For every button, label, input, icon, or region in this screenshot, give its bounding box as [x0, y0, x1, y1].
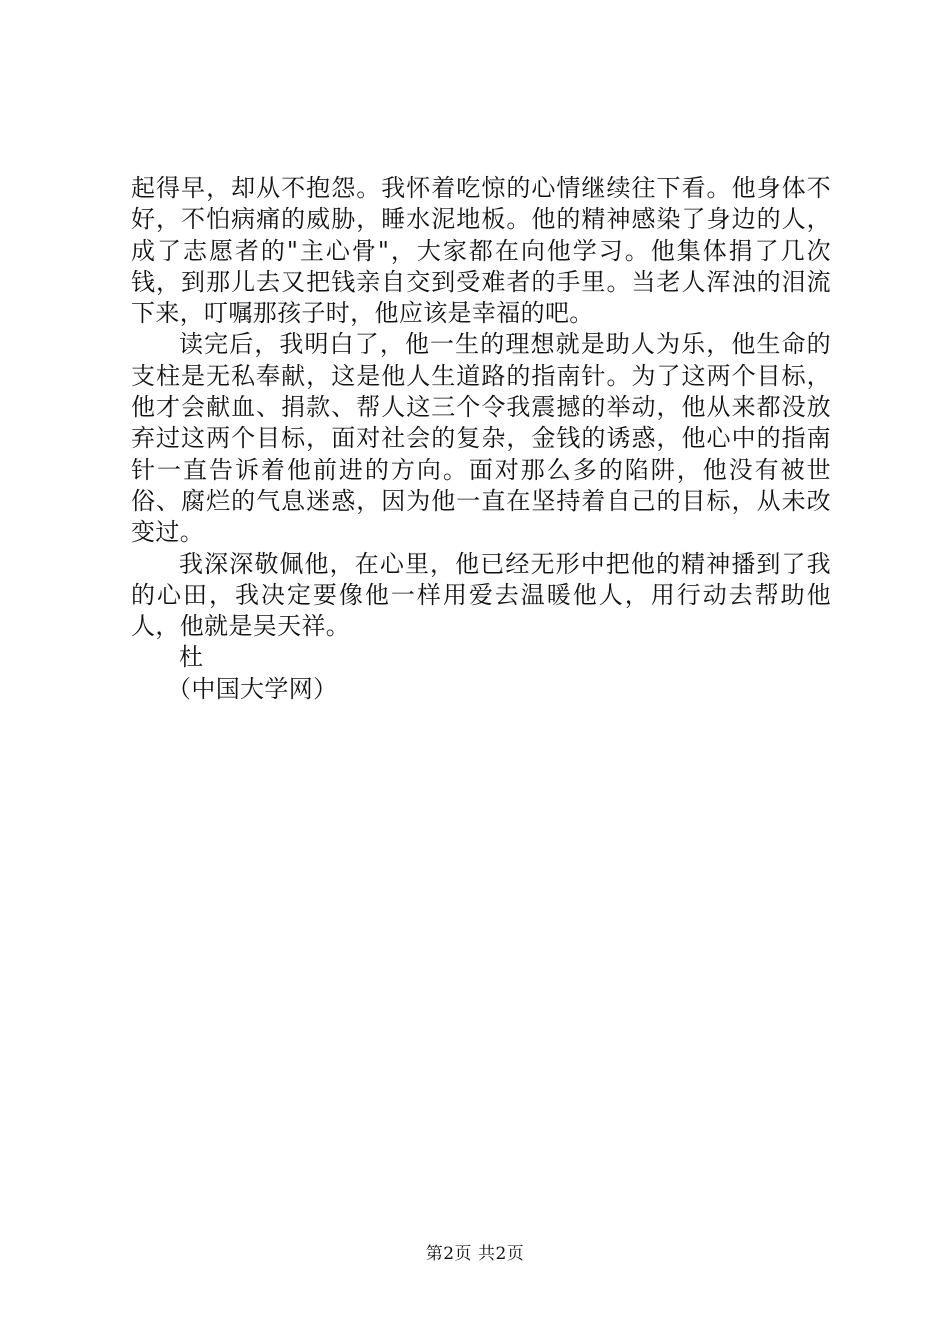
document-body: [131, 173, 831, 705]
paragraph-reflection: 读完后，我明白了，他一生的理想就是助人为乐，他生命的支柱是无私奉献，这是他人生道路的指南针。为了这两个目标，他才会献血、捐款、帮人这三个令我震撼的举动，他从来都没放弃过这两个目标，面对社会的复杂，金钱的诱惑，他心中的指南针一直告诉着他前进的方向。面对那么多的陷阱，他没有被世俗、腐烂的气息迷惑，因为他一直在坚持着自己的目标，从未改变过。: [131, 330, 831, 547]
paragraph-conclusion: 我深深敬佩他，在心里，他已经无形中把他的精神播到了我的心田，我决定要像他一样用爱去温暖他人，用行动去帮助他人，他就是吴天祥。: [131, 549, 831, 641]
paragraph-continuation: 起得早，却从不抱怨。我怀着吃惊的心情继续往下看。他身体不好，不怕病痛的威胁，睡水泥地板。他的精神感染了身边的人，成了志愿者的"主心骨"，大家都在向他学习。他集体捐了几次钱，到那儿去又把钱亲自交到受难者的手里。当老人浑浊的泪流下来，叮嘱那孩子时，他应该是幸福的吧。: [131, 174, 831, 328]
source-attribution: （中国大学网）: [167, 674, 338, 703]
page-number-label: 第2页 共2页: [425, 1244, 525, 1264]
page-footer: [0, 1243, 950, 1265]
author-signature: 杜: [179, 643, 204, 672]
